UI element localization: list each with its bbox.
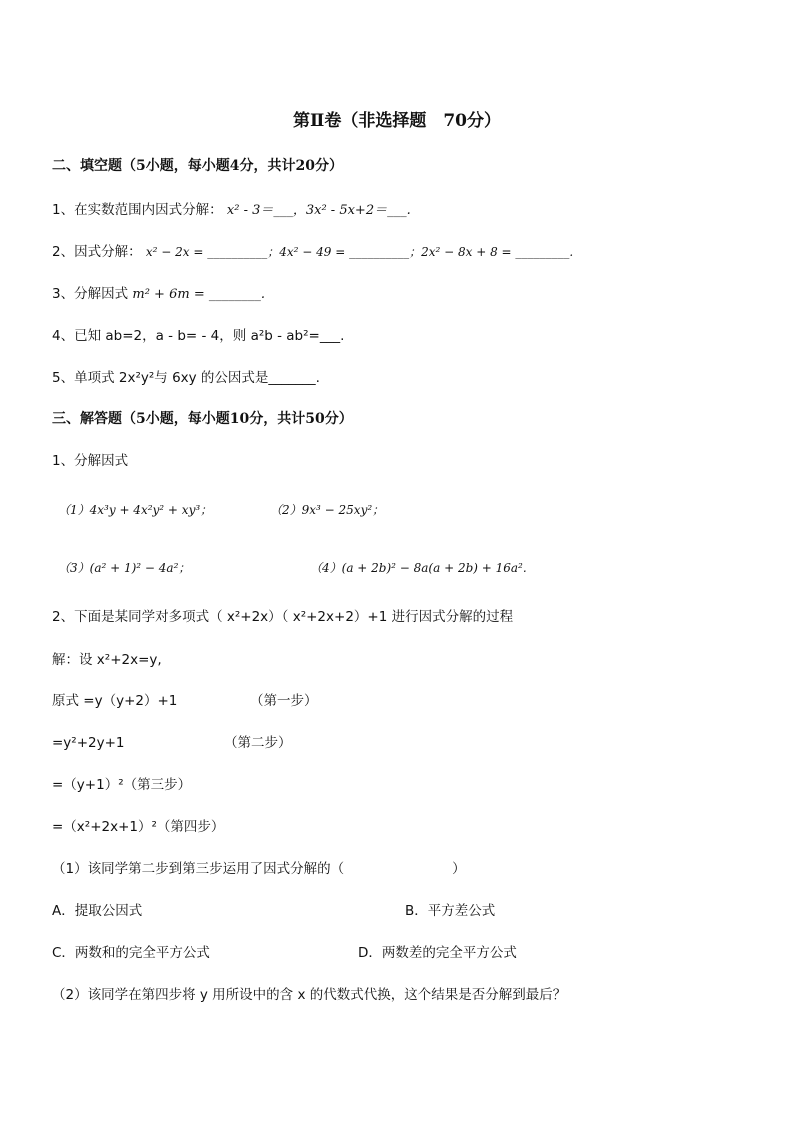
option-d: D．两数差的完全平方公式 [358,945,517,961]
question-1-math: x² - 3＝___，3x² - 5x+2＝___. [226,203,411,218]
part-1-expression: （1）4x³y + 4x²y² + xy³； [58,503,213,517]
fill-in-question-3 [52,284,265,305]
part-3-expression: （3）(a² + 1)² − 4a²； [58,561,191,575]
part-2-expression: （2）9x³ − 25xy²； [270,503,385,517]
sub-question-2: （2）该同学在第四步将 y 用所设中的含 x 的代数式代换，这个结果是否分解到最后？ [52,987,567,1003]
fill-in-question-5: 5、单项式 2x²y²与 6xy 的公因式是_______. [52,370,320,386]
answer-question-1-part-4 [310,558,527,578]
fill-in-question-2 [52,242,573,262]
option-b: B．平方差公式 [405,903,496,919]
part-4-expression: （4）(a + 2b)² − 8a(a + 2b) + 16a². [310,561,527,575]
answer-question-2-label: 2、下面是某同学对多项式（ x²+2x）（ x²+2x+2）+1 进行因式分解的过程 [52,609,514,625]
fill-in-question-1 [52,200,411,221]
option-a: A．提取公因式 [52,903,143,919]
question-1-text: 1、在实数范围内因式分解： [52,202,223,218]
solution-step-3: =（y+1）²（第三步） [52,777,192,793]
solution-step-1: 原式 =y（y+2）+1 [52,693,178,709]
question-2-math: x² − 2x = __________；4x² − 49 = __________；2x² − 8x + 8 = _________. [145,245,574,259]
answer-question-1-part-1 [58,500,212,520]
question-2-text: 2、因式分解： [52,244,142,260]
sub-question-1: （1）该同学第二步到第三步运用了因式分解的（ ） [52,861,466,877]
solution-step-2-tag: （第二步） [224,735,292,751]
answer-question-1-part-2 [270,500,384,520]
part-title: 第Ⅱ卷（非选择题 70分） [293,111,501,131]
solution-intro: 解：设 x²+2x=y, [52,652,162,668]
solution-step-4: =（x²+2x+1）²（第四步） [52,819,225,835]
question-3-math: m² + 6m = ________. [132,287,265,302]
section-answer-heading: 三、解答题（5小题，每小题10分，共计50分） [52,411,353,427]
answer-question-1-part-3 [58,558,190,578]
fill-in-question-4: 4、已知 ab=2，a - b= - 4，则 a²b - ab²=___. [52,328,345,344]
solution-step-1-tag: （第一步） [250,693,318,709]
option-c: C．两数和的完全平方公式 [52,945,210,961]
answer-question-1-label: 1、分解因式 [52,453,129,469]
section-fill-in-heading: 二、填空题（5小题，每小题4分，共计20分） [52,158,343,174]
solution-step-2: =y²+2y+1 [52,735,125,751]
question-3-text: 3、分解因式 [52,286,129,302]
